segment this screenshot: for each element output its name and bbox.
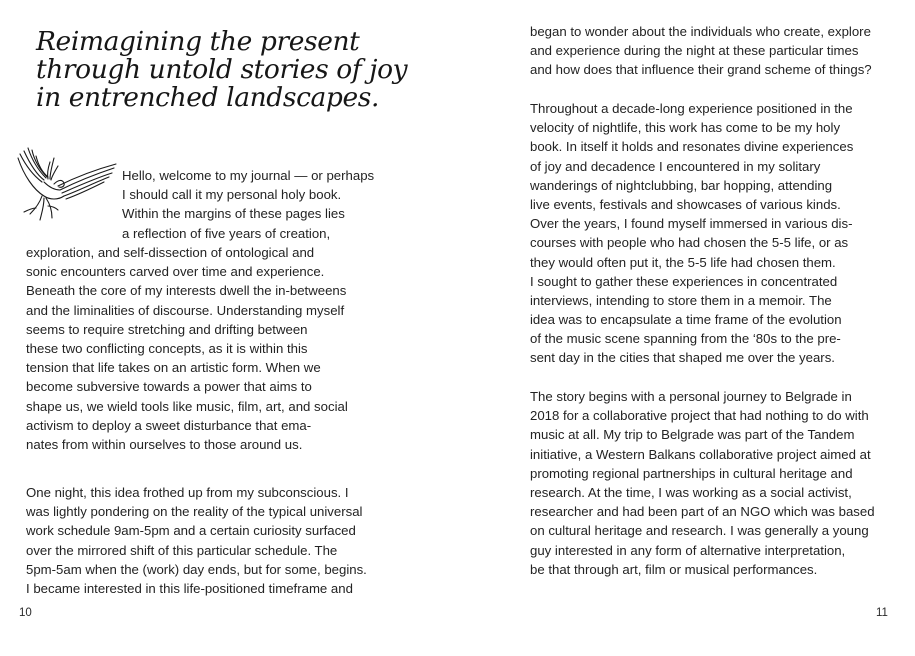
text-line: a reflection of five years of creation, [122,225,331,241]
page-number: 10 [19,607,32,619]
text-line: be that through art, film or musical performances. [530,561,818,577]
text-line: was lightly pondering on the reality of the typical universal [26,504,363,520]
text-line: of joy and decadence I encountered in my solitary [530,158,821,174]
paragraph [530,99,853,368]
intro-paragraph-continued [26,243,348,454]
text-line: velocity of nightlife, this work has come to be my holy [530,120,841,136]
text-line: 2018 for a collaborative project that had nothing to do with [530,408,869,424]
text-line: music at all. My trip to Belgrade was part of the Tandem [530,427,855,443]
title-line: in entrenched landscapes. [36,82,379,113]
text-line: book. In itself it holds and resonates divine experiences [530,139,854,155]
text-line: Throughout a decade-long experience positioned in the [530,101,853,116]
text-line: promoting regional partnerships in cultural heritage and [530,465,853,481]
text-line: I should call it my personal holy book. [122,187,342,203]
paragraph [530,387,875,579]
title-line: Reimagining the present [36,26,360,57]
text-line: interviews, intending to store them in a memoir. The [530,292,832,308]
text-line: they would often put it, the 5-5 life had chosen them. [530,254,836,270]
text-line: live events, festivals and showcases of various kinds. [530,196,841,212]
text-line: Hello, welcome to my journal — or perhaps [122,168,375,183]
text-line: of the music scene spanning from the ‘80s to the pre- [530,331,841,347]
paragraph [26,483,367,598]
text-line: I became interested in this life-positioned timeframe and [26,580,353,596]
text-line: Over the years, I found myself immersed in various dis- [530,216,853,232]
page-number: 11 [876,607,888,619]
text-line: and the liminalities of discourse. Understanding myself [26,302,345,318]
right-page [457,0,915,656]
text-line: Within the margins of these pages lies [122,206,345,222]
text-line: and experience during the night at these particular times [530,43,859,59]
text-line: guy interested in any form of alternative interpretation, [530,542,846,558]
paragraph [530,22,872,80]
intro-paragraph [122,166,374,243]
page-title [36,28,436,112]
text-line: initiative, a Western Balkans collaborative project aimed at [530,446,871,462]
text-line: become subversive towards a power that aims to [26,379,312,395]
text-line: activism to deploy a sweet disturbance that ema- [26,417,312,433]
text-line: nates from within ourselves to those around us. [26,436,303,452]
text-line: seems to require stretching and drifting between [26,321,308,337]
bird-hand-sketch-icon [14,146,120,222]
left-page [0,0,457,656]
text-line: over the mirrored shift of this particular schedule. The [26,542,338,558]
text-line: courses with people who had chosen the 5-5 life, or as [530,235,849,251]
title-line: through untold stories of joy [36,54,408,85]
text-line: and how does that influence their grand scheme of things? [530,62,872,78]
text-line: idea was to encapsulate a time frame of the evolution [530,312,842,328]
text-line: researcher and had been part of an NGO which was based [530,504,875,520]
text-line: The story begins with a personal journey to Belgrade in [530,389,852,404]
text-line: on cultural heritage and research. I was generally a young [530,523,869,539]
text-line: exploration, and self-dissection of ontological and [26,245,315,260]
text-line: shape us, we wield tools like music, film, art, and social [26,398,348,414]
text-line: sent day in the cities that shaped me over the years. [530,350,835,366]
text-line: began to wonder about the individuals who create, explore [530,24,871,39]
text-line: work schedule 9am-5pm and a certain curiosity surfaced [26,523,356,539]
text-line: research. At the time, I was working as a social activist, [530,484,852,500]
text-line: Beneath the core of my interests dwell the in-betweens [26,283,347,299]
text-line: tension that life takes on an artistic form. When we [26,360,321,376]
text-line: sonic encounters carved over time and experience. [26,264,325,280]
text-line: One night, this idea frothed up from my subconscious. I [26,485,349,500]
text-line: wanderings of nightclubbing, bar hopping, attending [530,177,833,193]
text-line: I sought to gather these experiences in concentrated [530,273,838,289]
text-line: these two conflicting concepts, as it is within this [26,340,308,356]
text-line: 5pm-5am when the (work) day ends, but for some, begins. [26,561,367,577]
